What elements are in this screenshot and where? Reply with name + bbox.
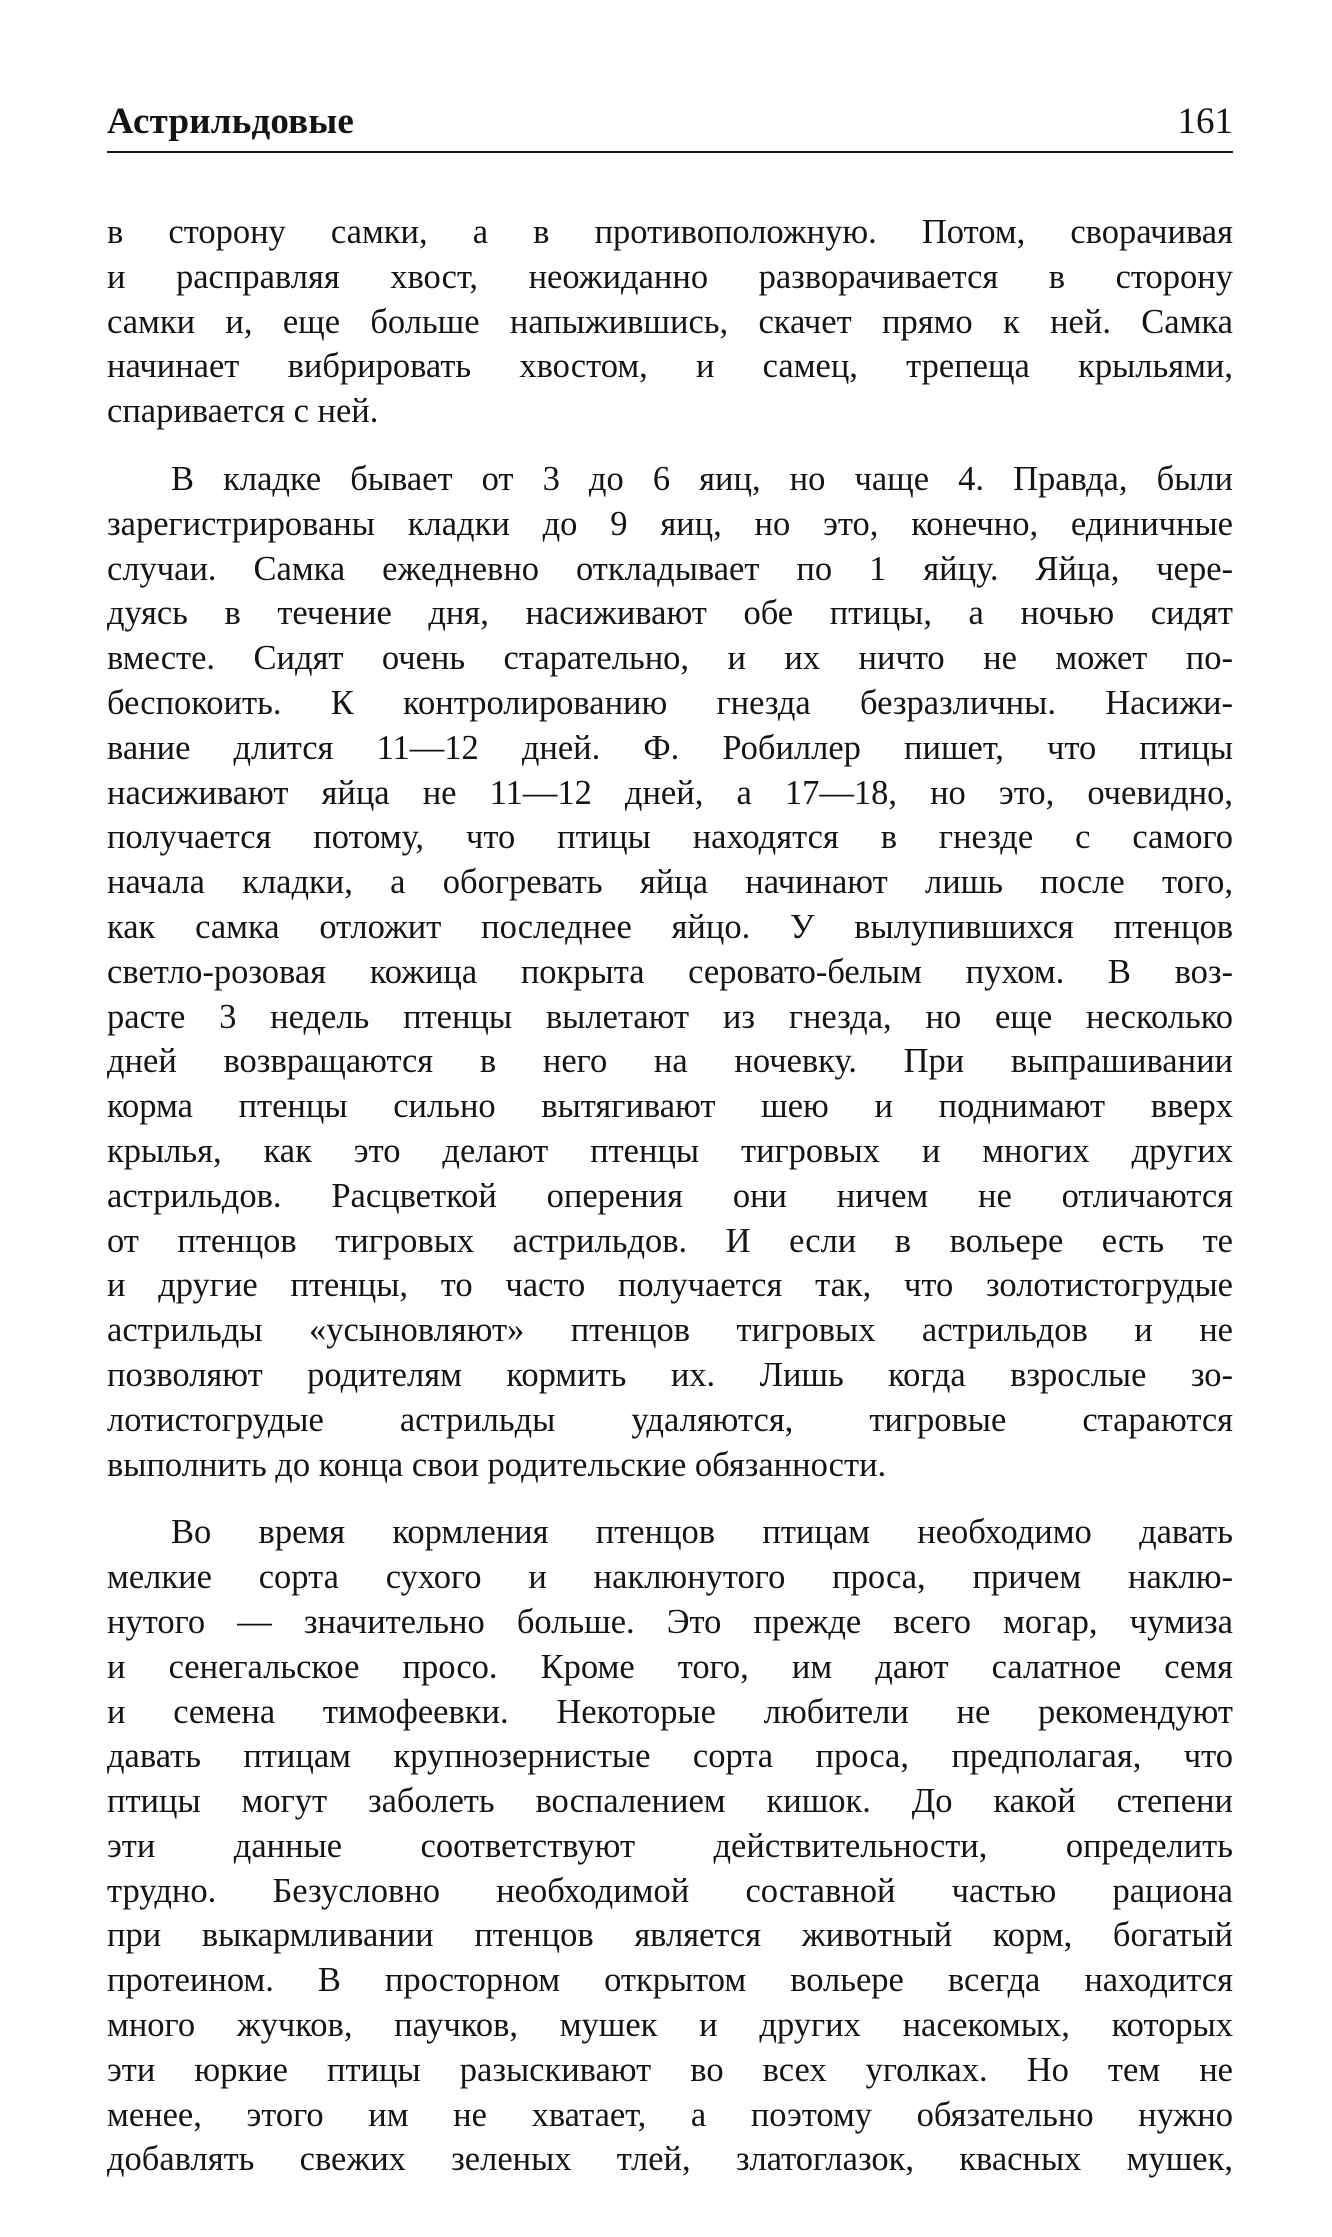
- paragraph: [107, 1510, 1233, 2182]
- text-line: мелкие сорта сухого и наклюнутого проса, причем наклю-: [107, 1558, 1233, 1597]
- text-line: эти данные соответствуют действительности, определить: [107, 1826, 1233, 1865]
- text-line: при выкармливании птенцов является животный корм, богатый: [107, 1916, 1233, 1955]
- paragraph: [107, 457, 1233, 1487]
- text-line: начала кладки, а обогревать яйца начинают лишь после того,: [107, 863, 1233, 902]
- text-line: светло-розовая кожица покрыта серовато-белым пухом. В воз-: [107, 952, 1233, 991]
- text-line: насиживают яйца не 11—12 дней, а 17—18, но это, очевидно,: [107, 773, 1233, 812]
- text-line: астрильды «усыновляют» птенцов тигровых астрильдов и не: [107, 1311, 1233, 1350]
- text-line: астрильдов. Расцветкой оперения они ничем не отличаются: [107, 1176, 1233, 1215]
- text-line: дней возвращаются в него на ночевку. При выпрашивании: [107, 1042, 1233, 1081]
- text-line: много жучков, паучков, мушек и других насекомых, которых: [107, 2006, 1233, 2045]
- text-line: расте 3 недель птенцы вылетают из гнезда, но еще несколько: [107, 997, 1233, 1036]
- text-line: дуясь в течение дня, насиживают обе птицы, а ночью сидят: [107, 594, 1233, 633]
- text-line: Во время кормления птенцов птицам необходимо давать: [171, 1513, 1233, 1552]
- text-line: трудно. Безусловно необходимой составной частью рациона: [107, 1871, 1233, 1910]
- text-line: и сенегальское просо. Кроме того, им дают салатное семя: [107, 1647, 1233, 1686]
- text-line: вместе. Сидят очень старательно, и их ничто не может по-: [107, 639, 1233, 678]
- text-line: эти юркие птицы разыскивают во всех уголках. Но тем не: [107, 2050, 1233, 2089]
- text-line: выполнить до конца свои родительские обязанности.: [107, 1445, 887, 1484]
- text-line: в сторону самки, а в противоположную. Потом, сворачивая: [107, 213, 1233, 251]
- text-line: беспокоить. К контролированию гнезда безразличны. Насижи-: [107, 683, 1233, 722]
- text-line: и семена тимофеевки. Некоторые любители не рекомендуют: [107, 1692, 1233, 1731]
- text-line: и расправляя хвост, неожиданно разворачивается в сторону: [107, 257, 1233, 296]
- text-line: лотистогрудые астрильды удаляются, тигровые стараются: [107, 1400, 1233, 1439]
- text-line: крылья, как это делают птенцы тигровых и многих других: [107, 1131, 1233, 1170]
- text-line: нутого — значительно больше. Это прежде всего могар, чумиза: [107, 1602, 1233, 1641]
- text-line: от птенцов тигровых астрильдов. И если в вольере есть те: [107, 1221, 1233, 1260]
- text-line: случаи. Самка ежедневно откладывает по 1 яйцу. Яйца, чере-: [107, 549, 1233, 588]
- text-line: спаривается с ней.: [107, 392, 379, 431]
- text-line: как самка отложит последнее яйцо. У вылупившихся птенцов: [107, 907, 1233, 946]
- page-number: 161: [1177, 101, 1233, 142]
- running-head: [107, 92, 1233, 152]
- header-rule: [107, 151, 1233, 153]
- text-line: протеином. В просторном открытом вольере всегда находится: [107, 1961, 1233, 2000]
- paragraph: [107, 210, 1233, 434]
- text-line: начинает вибрировать хвостом, и самец, трепеща крыльями,: [107, 347, 1233, 386]
- text-line: получается потому, что птицы находятся в гнезде с самого: [107, 818, 1233, 857]
- text-line: и другие птенцы, то часто получается так, что золотистогрудые: [107, 1266, 1233, 1305]
- text-line: В кладке бывает от 3 до 6 яиц, но чаще 4. Правда, были: [171, 459, 1233, 498]
- text-line: корма птенцы сильно вытягивают шею и поднимают вверх: [107, 1087, 1233, 1126]
- text-line: давать птицам крупнозернистые сорта проса, предполагая, что: [107, 1737, 1233, 1776]
- text-line: менее, этого им не хватает, а поэтому обязательно нужно: [107, 2095, 1233, 2134]
- chapter-title: Астрильдовые: [107, 101, 355, 142]
- text-line: вание длится 11—12 дней. Ф. Робиллер пишет, что птицы: [107, 728, 1233, 767]
- text-line: птицы могут заболеть воспалением кишок. До какой степени: [107, 1782, 1233, 1821]
- text-line: зарегистрированы кладки до 9 яиц, но это, конечно, единичные: [107, 504, 1233, 543]
- body-text: [107, 210, 1233, 2182]
- text-line: добавлять свежих зеленых тлей, златоглазок, квасных мушек,: [107, 2140, 1233, 2179]
- text-line: самки и, еще больше напыжившись, скачет прямо к ней. Самка: [107, 302, 1233, 341]
- text-line: позволяют родителям кормить их. Лишь когда взрослые зо-: [107, 1355, 1233, 1394]
